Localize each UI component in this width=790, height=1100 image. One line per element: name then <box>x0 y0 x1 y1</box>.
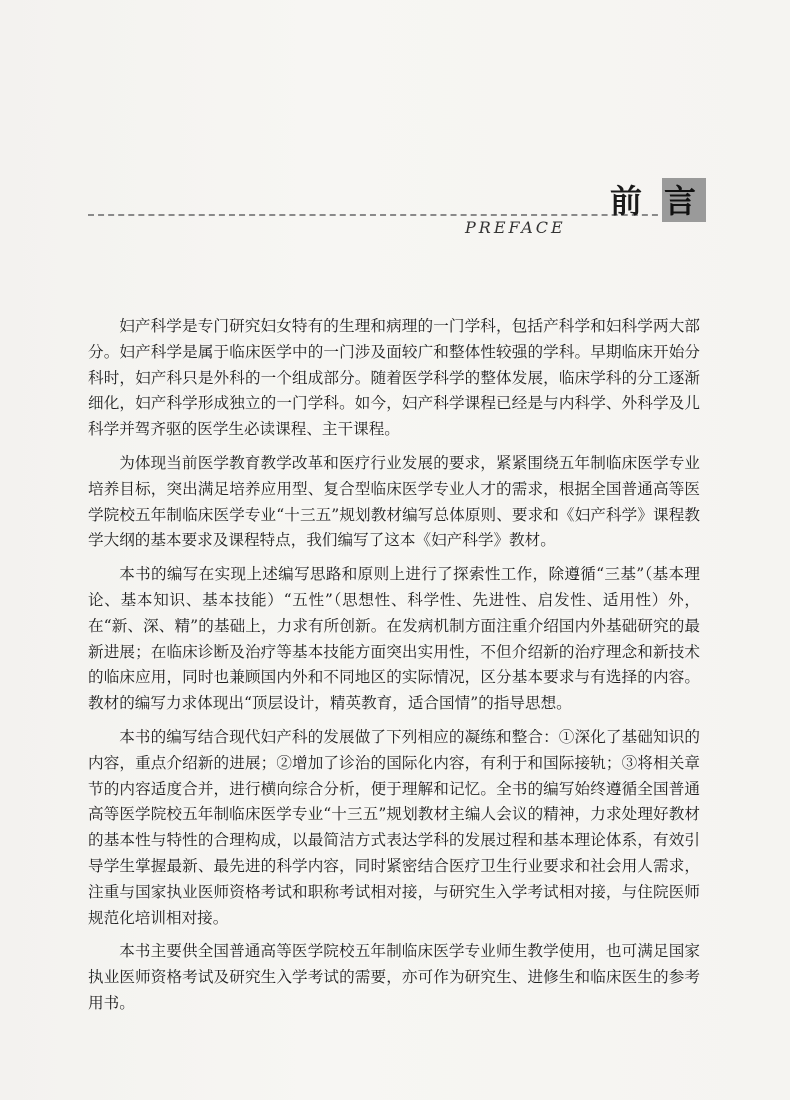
preface-header <box>80 182 720 246</box>
paragraph: 妇产科学是专门研究妇女特有的生理和病理的一门学科，包括产科学和妇科学两大部分。妇产科学是属于临床医学中的一门涉及面较广和整体性较强的学科。早期临床开始分科时，妇产科只是外科的一个组成部分。随着医学科学的整体发展，临床学科的分工逐渐细化，妇产科学形成独立的一门学科。如今，妇产科学课程已经是与内科学、外科学及儿科学并驾齐驱的医学生必读课程、主干课程。 <box>88 317 700 439</box>
paragraph: 本书的编写在实现上述编写思路和原则上进行了探索性工作，除遵循“三基”（基本理论、基本知识、基本技能）“五性”（思想性、科学性、先进性、启发性、适用性）外，在“新、深、精”的基础上，力求有所创新。在发病机制方面注重介绍国内外基础研究的最新进展；在临床诊断及治疗等基本技能方面突出实用性，不但介绍新的治疗理念和新技术的临床应用，同时也兼顾国内外和不同地区的实际情况，区分基本要求与有选择的内容。教材的编写力求体现出“顶层设计，精英教育，适合国情”的指导思想。 <box>88 565 700 713</box>
paragraph: 为体现当前医学教育教学改革和医疗行业发展的要求，紧紧围绕五年制临床医学专业培养目标，突出满足培养应用型、复合型临床医学专业人才的需求，根据全国普通高等医学院校五年制临床医学专业“十三五”规划教材编写总体原则、要求和《妇产科学》课程教学大纲的基本要求及课程特点，我们编写了这本《妇产科学》教材。 <box>88 453 700 550</box>
paragraph: 本书主要供全国普通高等医学院校五年制临床医学专业师生教学使用，也可满足国家执业医师资格考试及研究生入学考试的需要，亦可作为研究生、进修生和临床医生的参考用书。 <box>88 942 700 1012</box>
title-char-2: 言 <box>664 182 697 220</box>
title-char-1: 前 <box>610 182 663 220</box>
dashed-divider <box>88 214 668 216</box>
preface-body <box>88 314 700 1025</box>
subtitle-english: PREFACE <box>465 218 566 237</box>
paragraph: 本书的编写结合现代妇产科的发展做了下列相应的凝练和整合：①深化了基础知识的内容，重点介绍新的进展；②增加了诊治的国际化内容，有利于和国际接轨；③将相关章节的内容适度合并，进行横向综合分析，便于理解和记忆。全书的编写始终遵循全国普通高等医学院校五年制临床医学专业“十三五”规划教材主编人会议的精神，力求处理好教材的基本性与特性的合理构成，以最简洁方式表达学科的发展过程和基本理论体系，有效引导学生掌握最新、最先进的科学内容，同时紧密结合医疗卫生行业要求和社会用人需求，注重与国家执业医师资格考试和职称考试相对接，与研究生入学考试相对接，与住院医师规范化培训相对接。 <box>88 727 700 927</box>
